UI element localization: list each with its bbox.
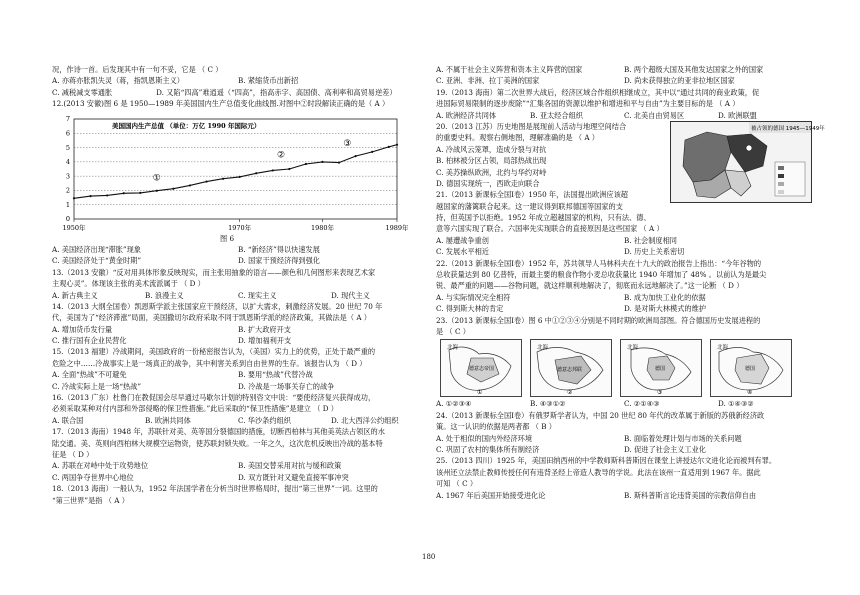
option-b: B. 成为加快工业化的依据 bbox=[624, 292, 706, 302]
question-12: 12.(2013 安徽)图 6 是 1950—1989 年美国国内生产总值变化曲线图.对图中②时段解读正确的是（ A ） bbox=[52, 99, 390, 109]
question-18: 18.（2013 海南）一般认为，1952 年法国学者在分析当时世界格局时，提出“第三世界”一词。这里的 bbox=[52, 484, 378, 494]
option-c: C. 北美自由贸易区 bbox=[624, 110, 685, 120]
options-row bbox=[52, 290, 424, 301]
option-a: A. 亦蒋亦胀凯失灵（蒋，指凯恩斯主义） bbox=[52, 76, 184, 86]
gdp-data-point bbox=[321, 160, 323, 162]
europe-map-svg bbox=[711, 340, 791, 396]
text-line: 况，作诗一首。后发现其中有一句不妥，它是 （ C ） bbox=[52, 65, 223, 74]
page-number: 180 bbox=[422, 553, 436, 561]
options-row bbox=[52, 87, 424, 98]
map-label-country: 德国 bbox=[655, 366, 666, 373]
gdp-chart-svg bbox=[52, 111, 409, 233]
map-label-country: 德意志帝国 bbox=[469, 366, 495, 373]
text-line: 越国家的藩篱联合起来。这一建议得到联邦德国等国家的支 bbox=[436, 201, 623, 211]
option-c: C. 发展水平相近 bbox=[436, 247, 489, 257]
options-row bbox=[436, 292, 812, 303]
option-a: A. 1967 年后美国开始接受进化论 bbox=[436, 490, 546, 500]
legend-swatch bbox=[778, 174, 784, 178]
legend-swatch bbox=[778, 190, 784, 194]
x-tick-label: 1950年 bbox=[62, 223, 86, 232]
options-row bbox=[52, 75, 424, 86]
text-line: 代，美国为了“经济滞涨”局面，美国撒切尔政府采取不同于凯恩斯学派的经济政策，其做法是（ A ） bbox=[52, 313, 371, 323]
occupied-germany-map bbox=[670, 121, 825, 203]
option-d: D. 尚未获得独立的亚非拉地区国家 bbox=[624, 76, 735, 86]
gdp-data-point bbox=[255, 172, 257, 174]
gdp-data-point bbox=[139, 191, 141, 193]
europe-map-1 bbox=[440, 339, 522, 397]
option-d: D. 冷战是一场事关存亡的战争 bbox=[238, 381, 335, 391]
option-c: C. 减税减支零通胀 bbox=[52, 87, 113, 97]
option-b: B. 欧洲共同体 bbox=[145, 415, 191, 425]
x-tick-label: 1970年 bbox=[228, 223, 252, 232]
option-b: B. 柏林被分区占领，局部热战出现 bbox=[436, 156, 547, 166]
y-tick-label: 0 bbox=[65, 214, 70, 223]
options-row bbox=[52, 244, 424, 255]
options-row bbox=[52, 472, 424, 483]
options-row bbox=[436, 246, 812, 257]
period-label: ① bbox=[152, 172, 161, 183]
text-line: 意等六国实现了联合。六国率先实现联合的直接原因是这些国家 （ A ） bbox=[436, 224, 664, 234]
text-line: 策。这一认识的依据是两者都 （ B ） bbox=[436, 422, 556, 432]
europe-map-3 bbox=[620, 339, 702, 397]
europe-map-svg bbox=[441, 340, 521, 396]
question-15: 15.（2013 福建）冷战期间，美国政府的一份秘密报告认为，（美国）实力上的优势，正处于最严重的 bbox=[52, 347, 376, 357]
options-row bbox=[52, 415, 424, 426]
gdp-data-point bbox=[272, 169, 274, 171]
map-title: 被占领的德国 1945—1949年 bbox=[751, 125, 825, 132]
option-d: D. 又陷“四高”难逍遥（“四高”，指高赤字、高国债、高利率和高贸易逆差） bbox=[156, 87, 397, 97]
question-22: 22.（2013 新课标全国Ⅰ卷）1952 年，苏共领导人马林科夫在十九大的政治报告上指出：“今年谷物的 bbox=[436, 258, 762, 268]
map-label-country: 德意志邦联 bbox=[557, 367, 583, 374]
option-a: A. 新古典主义 bbox=[52, 290, 98, 300]
options-row bbox=[436, 490, 812, 501]
options-row bbox=[436, 303, 812, 314]
option-a: A. 与实际情况完全相符 bbox=[436, 292, 511, 302]
map-number: ② bbox=[567, 389, 573, 397]
gdp-data-point bbox=[123, 192, 125, 194]
gdp-data-point bbox=[371, 150, 373, 152]
europe-map-svg bbox=[531, 340, 611, 396]
chart-title: 美国国内生产总值 （单位：万亿 1990 年国际元） bbox=[112, 121, 261, 130]
option-b: B. 斯科普斯言论违背美国的宗教信仰自由 bbox=[624, 490, 757, 500]
map-number: ③ bbox=[657, 389, 663, 397]
question-14: 14.（2013 大纲全国卷）凯恩斯学派主张国家应干预经济，以扩大需求，刺激经济发展。20 世纪 70 年 bbox=[52, 301, 383, 311]
option-c: C. 亚洲、非洲、拉丁美洲的国家 bbox=[436, 76, 540, 86]
question-21: 21.（2013 新课标全国Ⅰ卷）1950 年，法国提出欧洲应该超 bbox=[436, 190, 628, 200]
text-line: 征是 （ D ） bbox=[52, 449, 94, 459]
options-row bbox=[436, 235, 812, 246]
berlin-marker bbox=[746, 145, 752, 151]
question-24: 24.（2013 新课标全国Ⅰ卷）有俄罗斯学者认为，中国 20 世纪 80 年代的改革属于新版的苏俄新经济政 bbox=[436, 410, 765, 420]
map-label-sea: 北海 bbox=[627, 345, 639, 352]
gdp-data-point bbox=[106, 194, 108, 196]
option-d: D. 欧洲联盟 bbox=[718, 110, 757, 120]
text-line: 进国际贸易限制的逐步废除”“汇集各国的资源以维护和增进和平与自由”为主要目标的是 （ A ） bbox=[436, 99, 740, 109]
text-line: 必须采取某种对付内部和外部侵略的保卫性措施。”此后采取的“保卫性措施”是建立 （ D ） bbox=[52, 404, 338, 414]
option-b: B. 美国交替采用对抗与缓和政策 bbox=[238, 461, 342, 471]
question-20-block bbox=[436, 121, 825, 212]
option-c: C. 美苏操纵欧洲，北约与华约对峙 bbox=[436, 167, 547, 177]
text-line: 可知 （ C ） bbox=[436, 479, 478, 489]
option-d: D. 现代主义 bbox=[331, 290, 370, 300]
y-tick-label: 2 bbox=[65, 186, 70, 195]
option-b: B. 要用“热战”代替冷战 bbox=[238, 370, 313, 380]
gdp-data-point bbox=[73, 197, 75, 199]
y-tick-label: 5 bbox=[65, 143, 70, 152]
option-a: A. 处于相似的国内外经济环境 bbox=[436, 433, 533, 443]
option-c: C. 推行国有企业民营化 bbox=[52, 336, 127, 346]
options-row bbox=[52, 460, 424, 471]
gdp-data-point bbox=[172, 187, 174, 189]
y-tick-label: 3 bbox=[65, 171, 70, 180]
option-a: A. 不属于社会主义阵营和资本主义阵营的国家 bbox=[436, 65, 583, 74]
y-tick-label: 4 bbox=[65, 157, 70, 166]
x-tick-label: 1980年 bbox=[310, 223, 334, 232]
option-d: D. 促进了社会主义工业化 bbox=[624, 444, 706, 454]
option-d: D. 是对斯大林模式的维护 bbox=[624, 304, 706, 314]
option-c: C. 巩固了农村的集体所有制经济 bbox=[436, 444, 540, 454]
gdp-data-point bbox=[396, 143, 398, 145]
option-b: B. “新经济”得以快速发展 bbox=[238, 244, 320, 254]
map-label-country: 德国 bbox=[745, 366, 756, 373]
option-b: B. 面临着处理计划与市场的关系问题 bbox=[624, 433, 742, 443]
options-row bbox=[436, 398, 812, 409]
period-label: ② bbox=[277, 150, 286, 161]
option-d: D. 双方既针对又避免直接军事冲突 bbox=[238, 472, 349, 482]
option-d: D. 历史上关系密切 bbox=[624, 247, 685, 257]
option-a: A. 欧洲经济共同体 bbox=[436, 110, 497, 120]
option-b: B. 扩大政府开支 bbox=[238, 324, 291, 334]
gdp-data-point bbox=[205, 180, 207, 182]
text-line: 是 （ C ） bbox=[436, 326, 470, 336]
gdp-data-point bbox=[156, 189, 158, 191]
y-tick-label: 7 bbox=[65, 114, 70, 123]
question-19: 19.（2013 海南）第二次世界大战后，经济区域合作组织相继成立，其中以“通过共同的商业政策，促 bbox=[436, 87, 760, 97]
option-d: D. 增加福利开支 bbox=[238, 336, 292, 346]
option-c: C. 现实主义 bbox=[238, 290, 277, 300]
options-row bbox=[436, 64, 812, 75]
option-b: B. 两个超级大国及其他发达国家之外的国家 bbox=[624, 65, 764, 74]
option-d: D. 国家干预经济得到强化 bbox=[238, 256, 320, 266]
chart-frame bbox=[74, 119, 397, 219]
option-a: A. 增加货币发行量 bbox=[52, 324, 113, 334]
options-row bbox=[436, 75, 812, 86]
y-tick-label: 6 bbox=[65, 129, 70, 138]
gdp-chart bbox=[52, 111, 409, 233]
occupied-germany-map-svg bbox=[671, 122, 825, 202]
options-row bbox=[52, 324, 424, 335]
option-a: A. 屡遭战争重创 bbox=[436, 235, 489, 245]
legend-swatch bbox=[778, 182, 784, 186]
legend-swatch bbox=[778, 166, 784, 170]
text-line: 的重要史料。观察右侧地图，理解准确的是 （ A ） bbox=[436, 133, 599, 143]
option-b: B. 社会制度相同 bbox=[624, 235, 677, 245]
option-b: B. 亚太经合组织 bbox=[530, 110, 583, 120]
option-c: C. 两国争夺世界中心地位 bbox=[52, 472, 134, 482]
option-b: B. ④③①② bbox=[530, 399, 566, 409]
text-line: 锐、最严重的问题——谷物问题，就这样顺利地解决了，彻底而永远地解决了。”这一论断 （ D ） bbox=[436, 281, 744, 291]
options-row bbox=[436, 444, 812, 455]
map-label-sea: 北海 bbox=[717, 345, 729, 352]
gdp-data-point bbox=[305, 162, 307, 164]
text-line: 持，但英国予以拒绝。1952 年成立超越国家的机构，只有法、德、 bbox=[436, 213, 651, 223]
options-row bbox=[436, 433, 812, 444]
option-a: A. 美国经济出现“滞胀”现象 bbox=[52, 244, 141, 254]
options-row bbox=[52, 381, 424, 392]
option-a: A. ①②③④ bbox=[436, 399, 472, 409]
options-row bbox=[52, 255, 424, 266]
gdp-data-point bbox=[222, 177, 224, 179]
option-c: C. 美国经济处于“黄金时期” bbox=[52, 256, 142, 266]
option-c: C. ②①④③ bbox=[624, 399, 660, 409]
x-tick-label: 1989年 bbox=[385, 223, 409, 232]
question-17: 17.（2013 海南）1948 年，苏联针对美、英等国分裂德国的措施，切断西柏林与其他美英法占领区的水 bbox=[52, 427, 385, 437]
options-row bbox=[52, 369, 424, 380]
right-column bbox=[436, 64, 825, 501]
text-line: 该州还立法禁止教师传授任何有违背圣经上帝造人教导的学说。此法在该州一直适用到 1967 年。据此 bbox=[436, 467, 761, 477]
option-d: D. 北大西洋公约组织 bbox=[331, 415, 399, 425]
europe-map-4 bbox=[710, 339, 792, 397]
europe-map-2 bbox=[530, 339, 612, 397]
option-b: B. 浪漫主义 bbox=[145, 290, 184, 300]
question-23: 23.（2013 新课标全国Ⅰ卷）图 6 中①②③④分别是不同时期的欧洲局部图。符合德国历史发展进程的 bbox=[436, 315, 761, 325]
question-20: 20.（2013 江苏）历史地图是展现前人活动与地理空间结合 bbox=[436, 121, 627, 131]
options-row bbox=[436, 110, 812, 121]
map-label-sea: 北海 bbox=[537, 345, 549, 352]
left-column bbox=[52, 64, 424, 506]
europe-map-svg bbox=[621, 340, 701, 396]
question-16: 16.（2013 广东）杜鲁门在教促国会尽早通过马歇尔计划的特别咨文中说：“要使经济复兴获得成功， bbox=[52, 393, 376, 403]
gdp-data-point bbox=[239, 175, 241, 177]
gdp-data-point bbox=[338, 161, 340, 163]
map-number: ④ bbox=[747, 389, 753, 397]
text-line: 陆交通。美、英则向西柏林大规模空运物资，使苏联封锁失败。一年之久，这次危机反映出冷战的基本特 bbox=[52, 438, 383, 448]
europe-maps-row bbox=[440, 339, 812, 397]
map-label-sea: 北海 bbox=[447, 345, 459, 352]
text-line: 总收获量达到 80 亿普特，而最主要的粮食作物小麦总收获量比 1940 年增加了 48% 。以前认为是最尖 bbox=[436, 270, 767, 280]
y-tick-label: 1 bbox=[65, 200, 70, 209]
text-line: 危险之中……冷战事实上是一场真正的战争，其中利害关系到自由世界的生存。该报告认为 （ D ） bbox=[52, 358, 367, 368]
chart-caption: 图 6 bbox=[219, 233, 235, 243]
option-c: C. 华沙条约组织 bbox=[238, 415, 291, 425]
text-line: 主观心灵”。体现该主张的美术流派属于 （ D ） bbox=[52, 279, 205, 289]
options-row bbox=[52, 335, 424, 346]
option-a: A. 全面“热战”不可避免 bbox=[52, 370, 127, 380]
option-b: B. 紧缩货币出新招 bbox=[238, 76, 299, 86]
text-line: “第三世界”是指 （ A ） bbox=[52, 495, 129, 505]
period-label: ③ bbox=[343, 138, 352, 149]
question-25: 25.（2013 四川）1925 年，美国田纳西州的中学教师斯科普斯因在课堂上讲授达尔文进化论而被判有罪。 bbox=[436, 456, 777, 466]
gdp-data-point bbox=[89, 195, 91, 197]
option-c: C. 得到斯大林的肯定 bbox=[436, 304, 504, 314]
gdp-data-point bbox=[388, 145, 390, 147]
option-a: A. 冷战风云笼罩，造成分裂与对抗 bbox=[436, 144, 547, 154]
option-d: D. 德国实现统一，西欧走向联合 bbox=[436, 178, 540, 188]
map-number: ① bbox=[477, 389, 483, 397]
option-d: D. ①④③② bbox=[718, 399, 754, 409]
question-13: 13.（2013 安徽）“反对用具体形象反映现实，而主张用抽象的语言——颜色和几何图形来表现艺术家 bbox=[52, 267, 376, 277]
option-c: C. 冷战实际上是一场“热战” bbox=[52, 381, 142, 391]
gdp-data-point bbox=[288, 167, 290, 169]
option-a: A. 苏联在对峙中处于攻势地位 bbox=[52, 461, 149, 471]
gdp-data-point bbox=[189, 184, 191, 186]
gdp-data-point bbox=[354, 155, 356, 157]
option-a: A. 联合国 bbox=[52, 415, 84, 425]
